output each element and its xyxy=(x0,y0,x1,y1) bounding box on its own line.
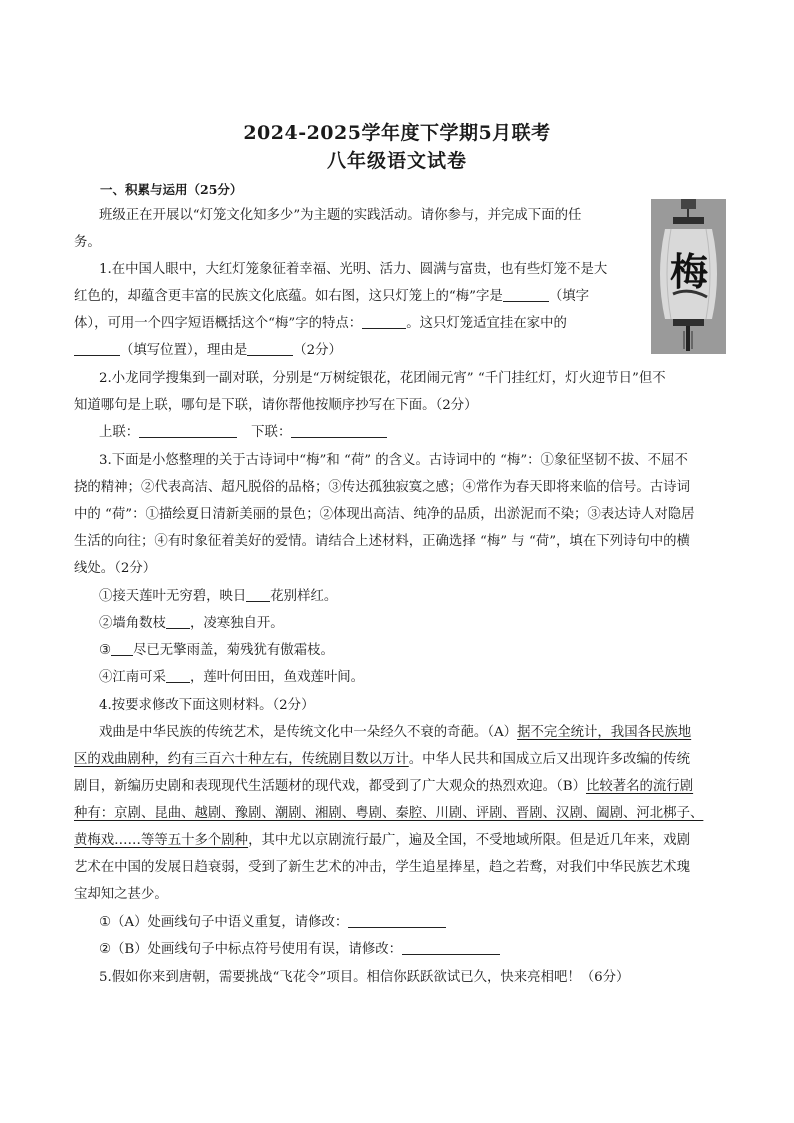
q4-text: 。中华人民共和国成立后又出现许多改编的传统 xyxy=(408,752,690,767)
q4-blank-b[interactable] xyxy=(402,941,500,955)
q2-line-1: 2.小龙同学搜集到一副对联，分别是“万树绽银花，花团闹元宵” “千门挂红灯，灯火迎节日”但不 xyxy=(99,371,666,386)
q3-text: ③ xyxy=(99,643,112,658)
exam-subtitle: 八年级语文试卷 xyxy=(326,150,467,172)
q4-material-3 xyxy=(74,778,693,796)
section-heading: 一、积累与运用（25分） xyxy=(100,182,243,197)
q3-line-5: 线处。（2分） xyxy=(74,561,157,576)
q3-line-1: 3.下面是小悠整理的关于古诗词中“梅”和 “荷” 的含义。古诗词中的 “梅”：①象征坚韧不拔、不屈不 xyxy=(99,453,688,468)
q4-material-2 xyxy=(74,751,690,769)
exam-title: 2024-2025学年度下学期5月联考 xyxy=(243,122,551,144)
q1-blank-font[interactable] xyxy=(503,288,549,302)
intro-line-2: 务。 xyxy=(74,235,101,250)
lantern-image xyxy=(651,199,726,354)
q4-material-7: 宝却知之甚少。 xyxy=(74,887,168,902)
q3-line-3: 中的 “荷”：①描绘夏日清新美丽的景色；②体现出高洁、纯净的品质，出淤泥而不染；③表达诗人对隐居 xyxy=(74,507,695,522)
q3-text: ①接天莲叶无穷碧，映日 xyxy=(99,589,247,604)
q4-text: 剧目，新编历史剧和表现现代生活题材的现代戏，都受到了广大观众的热烈欢迎。（B） xyxy=(74,779,586,794)
lantern-plum-character: 梅 xyxy=(670,249,709,294)
q1-line-3 xyxy=(74,315,567,333)
q1-line-4 xyxy=(74,342,342,360)
upper-couplet-blank[interactable] xyxy=(139,424,237,438)
q3-text: ②墙角数枝 xyxy=(99,616,166,631)
q4-text: 戏曲是中华民族的传统艺术，是传统文化中一朵经久不衰的奇葩。（A） xyxy=(99,725,518,740)
q1-text: （2分） xyxy=(293,343,342,358)
q3-poem-1 xyxy=(99,588,337,606)
q3-blank-4[interactable] xyxy=(166,669,190,683)
lower-couplet-label: 下联： xyxy=(251,425,292,440)
q4-material-1 xyxy=(99,724,691,742)
q3-line-2: 挠的精神；②代表高洁、超凡脱俗的品格；③传达孤独寂寞之感；④常作为春天即将来临的信号。古诗词 xyxy=(74,480,690,495)
q4-question-b xyxy=(99,941,500,959)
q4-material-5 xyxy=(74,832,690,850)
q4-text: ②（B）处画线句子中标点符号使用有误，请修改： xyxy=(99,942,403,957)
q1-blank-position[interactable] xyxy=(74,342,120,356)
q1-line-1: 1.在中国人眼中，大红灯笼象征着幸福、光明、活力、圆满与富贵，也有些灯笼不是大 xyxy=(99,262,608,277)
upper-couplet-label: 上联： xyxy=(99,425,140,440)
q2-answer-line xyxy=(99,424,387,442)
q1-text: 红色的，却蕴含更丰富的民族文化底蕴。如右图，这只灯笼上的“梅”字是 xyxy=(74,289,503,304)
q3-blank-2[interactable] xyxy=(166,615,190,629)
q4-material-6: 艺术在中国的发展日趋衰弱，受到了新生艺术的冲击，学生追星捧星，趋之若鹜，对我们中华民族艺术瑰 xyxy=(74,860,690,875)
q4-blank-a[interactable] xyxy=(348,914,446,928)
q1-text: 体），可用一个四字短语概括这个“梅”字的特点： xyxy=(74,316,363,331)
q1-text: （填字 xyxy=(548,289,589,304)
q1-text: （填写位置），理由是 xyxy=(120,343,248,358)
q3-blank-3[interactable] xyxy=(111,642,133,656)
q3-line-4: 生活的向往；④有时象征着美好的爱情。请结合上述材料，正确选择 “梅” 与 “荷”，填在下列诗句中的横 xyxy=(74,534,690,549)
q3-blank-1[interactable] xyxy=(246,588,270,602)
q4-underlined-b: 比较著名的流行剧 xyxy=(585,779,694,794)
q5-line: 5.假如你来到唐朝，需要挑战“飞花令”项目。相信你跃跃欲试已久，快来亮相吧！（6分） xyxy=(99,970,630,985)
q4-text: ，其中尤以京剧流行最广，遍及全国，不受地域所限。但是近几年来，戏剧 xyxy=(248,833,690,848)
q4-text: ①（A）处画线句子中语义重复，请修改： xyxy=(99,915,349,930)
q4-underlined-a: 据不完全统计，我国各民族地 xyxy=(517,725,692,740)
q4-underlined-a: 区的戏曲剧种，约有三百六十种左右，传统剧目数以万计 xyxy=(74,752,409,767)
q4-line-1: 4.按要求修改下面这则材料。（2分） xyxy=(99,698,315,713)
q3-text: 尽已无擎雨盖，菊残犹有傲霜枝。 xyxy=(133,643,334,658)
q3-text: ，凌寒独自开。 xyxy=(189,616,284,631)
q4-underlined-b: 黄梅戏……等等五十多个剧种 xyxy=(74,833,249,848)
intro-line-1: 班级正在开展以“灯笼文化知多少”为主题的实践活动。请你参与，并完成下面的任 xyxy=(99,208,582,223)
q1-blank-feature[interactable] xyxy=(362,315,406,329)
q1-text: 。这只灯笼适宜挂在家中的 xyxy=(406,316,567,331)
q1-line-2 xyxy=(74,288,589,306)
q3-poem-4 xyxy=(99,669,364,687)
q3-text: ④江南可采 xyxy=(99,670,166,685)
q3-poem-3 xyxy=(99,642,334,660)
q3-text: 花别样红。 xyxy=(270,589,338,604)
q3-poem-2 xyxy=(99,615,284,633)
q3-text: ，莲叶何田田，鱼戏莲叶间。 xyxy=(189,670,365,685)
q2-line-2: 知道哪句是上联，哪句是下联，请你帮他按顺序抄写在下面。（2分） xyxy=(74,398,478,413)
q4-question-a xyxy=(99,914,446,932)
lower-couplet-blank[interactable] xyxy=(291,424,387,438)
q1-blank-reason[interactable] xyxy=(247,342,293,356)
q4-material-4: 种有：京剧、昆曲、越剧、豫剧、潮剧、湘剧、粤剧、秦腔、川剧、评剧、晋剧、汉剧、阖剧、河北梆子、 xyxy=(74,806,704,821)
